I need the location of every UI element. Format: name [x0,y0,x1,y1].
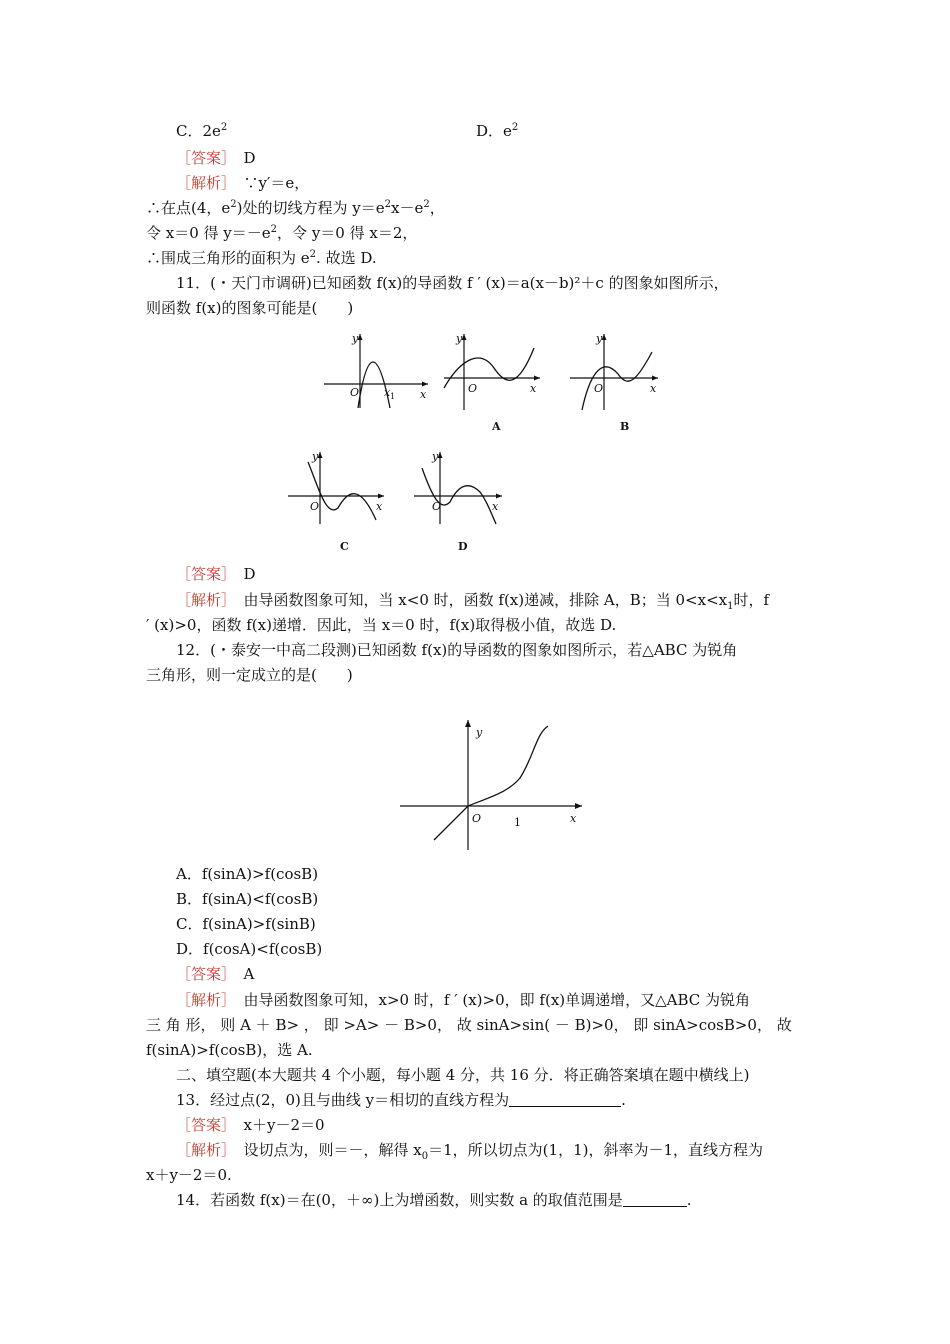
analysis-line: ［解析］ 由导函数图象可知，当 x<0 时，函数 f(x)递减，排除 A，B；当 $0<x<x_1$时，f [176,591,770,612]
svg-text:x: x [492,500,499,513]
svg-text:O: O [350,386,360,399]
answer-line: ［答案］ D [176,565,256,583]
analysis-line: ［解析］ 由导函数图象可知，x>0 时，f ′ (x)>0，即 f(x)单调递增，又△ABC 为锐角 [176,991,751,1009]
question-stem: 14．若函数 f(x)＝在(0，＋∞)上为增函数，则实数 a 的取值范围是 . [176,1191,692,1209]
question-stem: 13．经过点(2，0)且与曲线 y＝相切的直线方程为 . [176,1091,626,1109]
svg-text:x: x [530,382,537,395]
svg-text:A: A [492,420,501,433]
answer-line: ［答案］ x＋y－2＝0 [176,1116,325,1134]
analysis-line: ′ (x)>0，函数 f(x)递增．因此，当 x＝0 时，f(x)取得极小值，故选 D. [146,616,617,634]
svg-text:y: y [352,332,359,345]
question-stem: 三角形，则一定成立的是( ) [146,666,353,684]
analysis-line: ∴围成三角形的面积为 $e^2$. 故选 D. [146,249,377,267]
svg-text:O: O [472,812,482,825]
analysis-line: x＋y－2＝0. [146,1166,232,1184]
option-c: C．$2e^2$ [176,122,228,140]
section-heading: 二、填空题(本大题共 4 个小题，每小题 4 分，共 16 分．将正确答案填在题中横线上) [176,1066,750,1084]
derivative-graph-q12 [398,716,588,852]
graph-option-c [284,448,394,558]
question-stem: 则函数 f(x)的图象可能是( ) [146,299,354,317]
analysis-line: 令 x＝0 得 $y=-e^2$，令 y＝0 得 x＝2， [146,224,418,242]
svg-text:1: 1 [514,816,521,829]
svg-text:y: y [596,332,603,345]
svg-text:O: O [468,382,478,395]
option-d: D．$e^2$ [476,122,519,140]
derivative-graph [320,330,430,410]
svg-text:y: y [456,332,463,345]
svg-text:x: x [376,500,383,513]
svg-text:y: y [432,450,439,463]
analysis-line: ［解析］ ∵y′＝e， [176,174,310,192]
svg-text:x: x [650,382,657,395]
option-b: B．f(sinA)<f(cosB) [176,890,319,908]
svg-text:1: 1 [390,392,396,401]
analysis-line: 三 角 形， 则 A ＋ B> ， 即 >A> － B>0， 故 sinA>sin( － B)>0， 即 sinA>cosB>0， 故 [146,1016,792,1034]
option-d: D．f(cosA)<f(cosB) [176,940,323,958]
question-stem: 12．(・泰安一中高二段测)已知函数 f(x)的导函数的图象如图所示，若△ABC 为锐角 [176,641,738,659]
answer-line: ［答案］ A [176,965,255,983]
svg-text:y: y [476,726,483,739]
svg-text:C: C [340,540,349,553]
option-c: C．f(sinA)>f(sinB) [176,915,316,933]
answer-line: ［答案］ D [176,149,256,167]
svg-text:O: O [310,500,320,513]
analysis-line: f(sinA)>f(cosB)，选 A. [146,1041,313,1059]
svg-text:O: O [432,500,442,513]
analysis-line: ［解析］ 设切点为，则＝－，解得 $x_0=1$，所以切点为(1，1)，斜率为－1，直线方程为 [176,1141,764,1162]
svg-text:x: x [420,388,427,401]
option-a: A．f(sinA)>f(cosB) [176,865,319,883]
graph-option-d [410,448,520,558]
question-stem: 11．(・天门市调研)已知函数 f(x)的导函数 f ′ (x)＝a(x－b)²＋c 的图象如图所示， [176,274,729,292]
svg-text:O: O [594,382,604,395]
graph-option-a [440,330,550,440]
svg-text:D: D [458,540,468,553]
svg-text:y: y [312,450,319,463]
analysis-line: ∴在点(4，$e^2$)处的切线方程为 $y=e^2x-e^2$， [146,199,445,217]
svg-text:B: B [620,420,630,433]
svg-text:x: x [570,812,577,825]
svg-text:x: x [384,386,391,399]
graph-option-b [566,330,666,440]
